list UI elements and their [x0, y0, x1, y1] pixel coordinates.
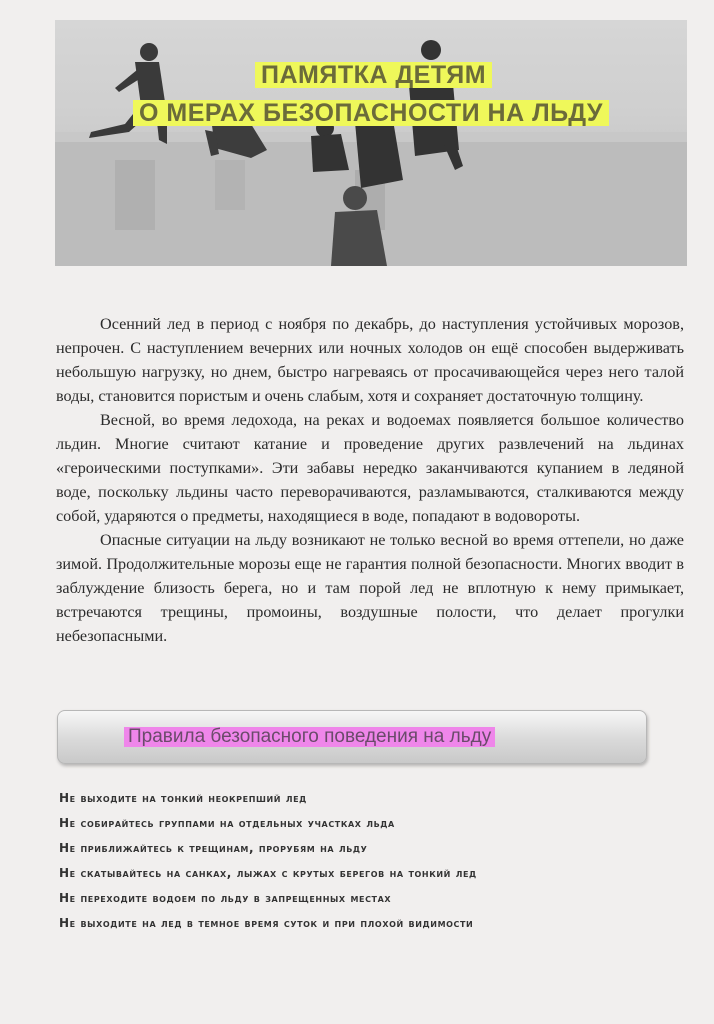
rule-item: Не собирайтесь группами на отдельных участках льда [59, 816, 395, 830]
rules-header: Правила безопасного поведения на льду [124, 727, 495, 747]
banner-title [55, 20, 687, 266]
rule-item: Не выходите на тонкий неокрепший лед [59, 791, 307, 805]
rules-list [59, 788, 669, 938]
banner-title-line1: ПАМЯТКА ДЕТЯМ [255, 62, 492, 88]
rule-item: Не скатывайтесь на санках, лыжах с крутых берегов на тонкий лед [59, 866, 477, 880]
paragraph-spring-ice: Весной, во время ледохода, на реках и водоемах появляется большое количество льдин. Многие считают катание и проведение других развлечений на льдинах «героическими поступками». Эти забавы нередко заканчиваются купанием в ледяной воде, поскольку льдины часто переворачиваются, разламываются, сталкиваются между собой, ударяются о предметы, находящиеся в воде, попадают в водовороты. [56, 411, 684, 525]
banner-title-line2: О МЕРАХ БЕЗОПАСНОСТИ НА ЛЬДУ [133, 100, 609, 126]
rules-header-bar [57, 710, 647, 764]
header-photo [55, 20, 687, 266]
paragraph-autumn-ice: Осенний лед в период с ноября по декабрь, до наступления устойчивых морозов, непрочен. С наступлением вечерних или ночных холодов он ещё способен выдерживать небольшую нагрузку, но днем, быстро нагреваясь от просачивающейся через него талой воды, становится пористым и очень слабым, хотя и сохраняет достаточную толщину. [56, 315, 684, 405]
rule-item: Не переходите водоем по льду в запрещенных местах [59, 891, 392, 905]
body-text [56, 312, 684, 648]
rule-item: Не выходите на лед в темное время суток и при плохой видимости [59, 916, 474, 930]
rule-item: Не приближайтесь к трещинам, прорубям на льду [59, 841, 368, 855]
paragraph-winter-danger: Опасные ситуации на льду возникают не только весной во время оттепели, но даже зимой. Продолжительные морозы еще не гарантия полной безопасности. Многих вводит в заблуждение близость берега, но и там порой лед не вплотную к нему примыкает, встречаются трещины, промоины, воздушные полости, что делает прогулки небезопасными. [56, 531, 684, 645]
